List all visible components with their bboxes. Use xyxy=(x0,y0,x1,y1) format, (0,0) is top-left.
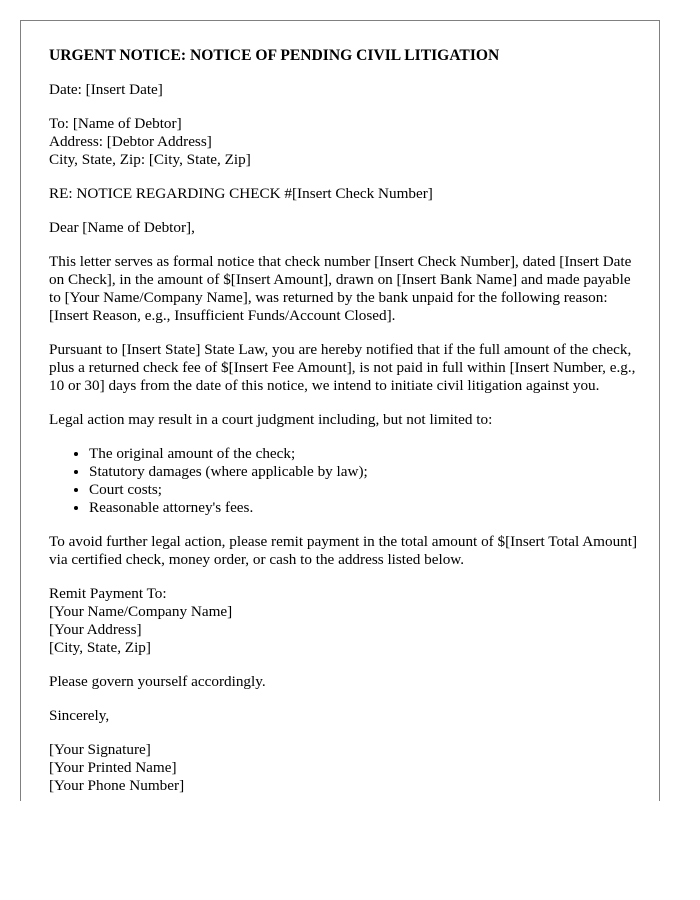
remit-address: [Your Address] xyxy=(49,621,142,638)
phone-line: [Your Phone Number] xyxy=(49,777,185,794)
sign-off: Sincerely, xyxy=(49,707,110,724)
re-line: RE: NOTICE REGARDING CHECK #[Insert Check Number] xyxy=(49,185,433,202)
damages-list xyxy=(49,445,639,517)
remit-name: [Your Name/Company Name] xyxy=(49,603,233,620)
list-item: • The original amount of the check; xyxy=(89,445,639,463)
paragraph-remit-instructions: To avoid further legal action, please remit payment in the total amount of $[Insert Total Amount] via certified check, money order, or cash to the address listed below. xyxy=(49,533,638,568)
date-line: Date: [Insert Date] xyxy=(49,81,163,98)
letter-body xyxy=(21,21,659,795)
signature-line: [Your Signature] xyxy=(49,741,151,758)
printed-name-line: [Your Printed Name] xyxy=(49,759,177,776)
letter-title: URGENT NOTICE: NOTICE OF PENDING CIVIL LITIGATION xyxy=(49,47,500,64)
remit-block xyxy=(49,585,639,657)
salutation: Dear [Name of Debtor], xyxy=(49,219,195,236)
remit-city: [City, State, Zip] xyxy=(49,639,151,656)
closing-note: Please govern yourself accordingly. xyxy=(49,673,266,690)
paragraph-returned-check: This letter serves as formal notice that check number [Insert Check Number], dated [Insert Date on Check], in the amount of $[Insert Amount], drawn on [Insert Bank Name] and made payable to [Your Name/Company Name], was returned by the bank unpaid for the following reason: [Insert Reason, e.g., Insufficient Funds/Account Closed]. xyxy=(49,253,632,324)
recipient-to: To: [Name of Debtor] xyxy=(49,115,182,132)
recipient-address: Address: [Debtor Address] xyxy=(49,133,212,150)
recipient-city: City, State, Zip: [City, State, Zip] xyxy=(49,151,251,168)
letter-page xyxy=(20,20,660,801)
paragraph-state-law: Pursuant to [Insert State] State Law, you are hereby notified that if the full amount of the check, plus a returned check fee of $[Insert Fee Amount], is not paid in full within [Insert Number, e.g., 10 or 30] days from the date of this notice, we intend to initiate civil litigation against you. xyxy=(49,341,636,394)
paragraph-legal-action: Legal action may result in a court judgment including, but not limited to: xyxy=(49,411,493,428)
list-item: • Court costs; xyxy=(89,481,639,499)
list-item: • Statutory damages (where applicable by law); xyxy=(89,463,639,481)
recipient-block xyxy=(49,115,639,169)
list-item: • Reasonable attorney's fees. xyxy=(89,499,639,517)
signature-block xyxy=(49,741,639,795)
remit-heading: Remit Payment To: xyxy=(49,585,167,602)
